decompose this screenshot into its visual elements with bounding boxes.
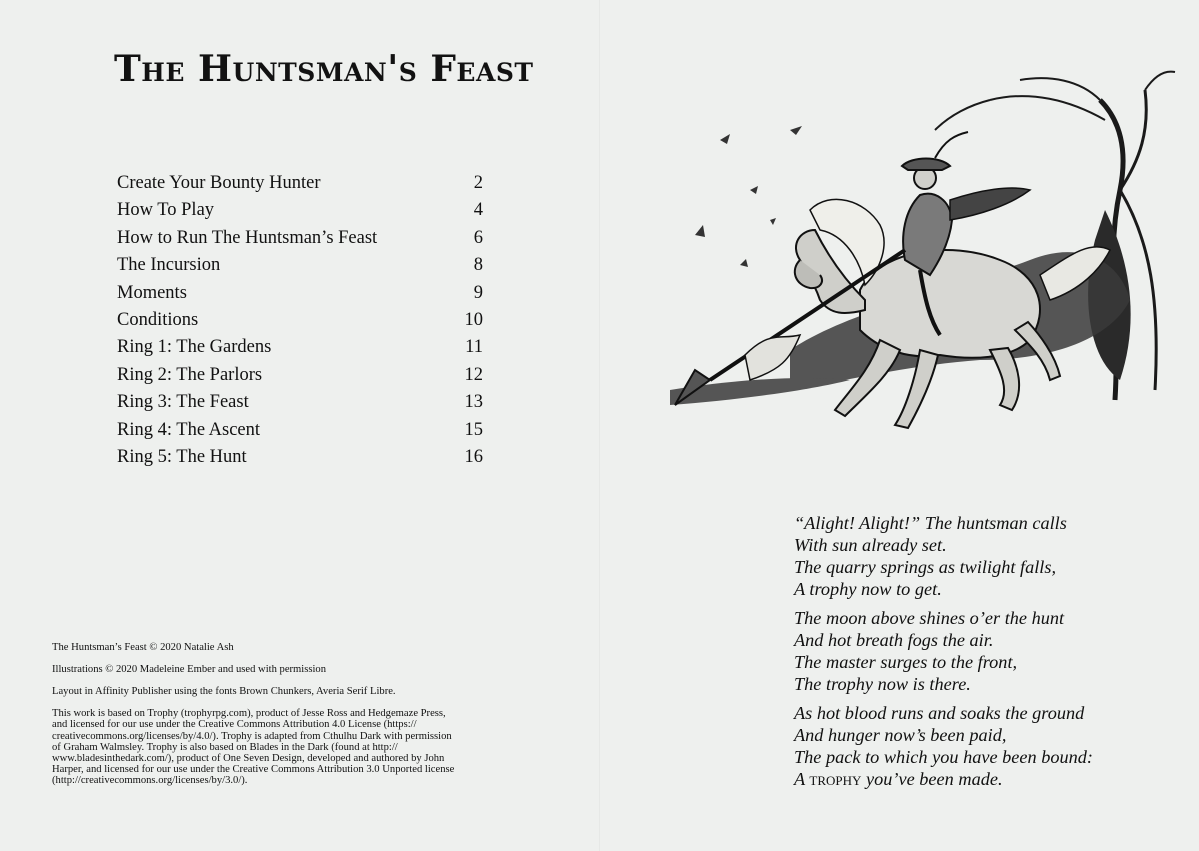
license-line: Harper, and licensed for our use under the Creative Commons Attribution 3.0 Unported license — [52, 763, 455, 775]
toc-entry[interactable] — [117, 365, 483, 392]
license-line: (http://creativecommons.org/licenses/by/3.0/). — [52, 774, 248, 786]
huntsman-on-horse-illustration — [650, 60, 1180, 450]
toc-entry[interactable] — [117, 200, 483, 227]
toc-label: Moments — [117, 282, 187, 303]
toc-page: 12 — [464, 364, 483, 385]
poem-line: A trophy now to get. — [794, 579, 942, 599]
layout-credit: Layout in Affinity Publisher using the fonts Brown Chunkers, Averia Serif Libre. — [52, 686, 396, 698]
toc-label: Ring 1: The Gardens — [117, 337, 272, 358]
toc-label: Ring 5: The Hunt — [117, 446, 247, 467]
toc-page: 10 — [464, 309, 483, 330]
license-line: creativecommons.org/licenses/by/4.0/). Trophy is adapted from Cthulhu Dark with permission — [52, 730, 452, 742]
copyright-line: The Huntsman’s Feast © 2020 Natalie Ash — [52, 642, 234, 653]
poem-line: And hunger now’s been paid, — [794, 725, 1007, 745]
license-line: and licensed for our use under the Creative Commons Attribution 4.0 License (https:// — [52, 719, 417, 731]
toc-page: 2 — [473, 173, 483, 193]
toc-entry[interactable] — [117, 228, 483, 255]
toc-page: 13 — [464, 392, 483, 413]
poem-line: The pack to which you have been bound: — [794, 747, 1094, 767]
poem-line-prefix: A — [794, 769, 810, 789]
poem-line: With sun already set. — [794, 535, 947, 555]
poem-stanza — [794, 512, 1174, 600]
poem-line: And hot breath fogs the air. — [794, 630, 994, 650]
toc-entry[interactable] — [117, 310, 483, 337]
poem-line: The moon above shines o’er the hunt — [794, 608, 1065, 628]
credits — [52, 642, 552, 797]
illustrations-credit: Illustrations © 2020 Madeleine Ember and used with permission — [52, 664, 327, 676]
page-fold — [599, 0, 600, 851]
toc-label: How To Play — [117, 200, 215, 221]
toc-entry[interactable] — [117, 447, 483, 474]
toc-entry[interactable] — [117, 392, 483, 419]
poem-line: The quarry springs as twilight falls, — [794, 557, 1057, 577]
toc-page: 15 — [464, 419, 483, 440]
toc-entry[interactable] — [117, 283, 483, 310]
toc-label: Ring 2: The Parlors — [117, 364, 263, 385]
table-of-contents — [117, 173, 483, 474]
toc-label: How to Run The Huntsman’s Feast — [117, 227, 378, 248]
toc-page: 11 — [465, 337, 483, 358]
toc-label: Ring 3: The Feast — [117, 392, 249, 413]
toc-label: Ring 4: The Ascent — [117, 419, 261, 440]
poem-line: The trophy now is there. — [794, 674, 971, 694]
license-line: This work is based on Trophy (trophyrpg.com), product of Jesse Ross and Hedgemaze Press, — [52, 708, 446, 720]
poem-line — [794, 768, 1174, 790]
toc-entry[interactable] — [117, 173, 483, 200]
poem — [794, 512, 1174, 797]
toc-entry[interactable] — [117, 255, 483, 282]
toc-page: 4 — [473, 200, 483, 221]
toc-entry[interactable] — [117, 337, 483, 364]
toc-label: The Incursion — [117, 255, 221, 276]
poem-trophy-word: trophy — [809, 769, 862, 789]
poem-line: As hot blood runs and soaks the ground — [794, 703, 1085, 723]
poem-line: The master surges to the front, — [794, 652, 1018, 672]
toc-page: 9 — [473, 282, 483, 303]
poem-stanza — [794, 607, 1174, 695]
toc-label: Create Your Bounty Hunter — [117, 173, 321, 193]
license-line: of Graham Walmsley. Trophy is also based on Blades in the Dark (found at http:// — [52, 741, 398, 753]
toc-page: 8 — [473, 255, 483, 276]
license-line: www.bladesinthedark.com/), product of One Seven Design, developed and authored by John — [52, 752, 445, 764]
toc-page: 6 — [473, 227, 483, 248]
page-title: The Huntsman's Feast — [114, 48, 534, 90]
toc-label: Conditions — [117, 309, 199, 330]
toc-page: 16 — [464, 446, 483, 467]
poem-line-suffix: you’ve been made. — [861, 769, 1003, 789]
poem-stanza — [794, 702, 1174, 790]
toc-entry[interactable] — [117, 420, 483, 447]
poem-line: “Alight! Alight!” The huntsman calls — [794, 513, 1067, 533]
license-text — [52, 708, 552, 786]
